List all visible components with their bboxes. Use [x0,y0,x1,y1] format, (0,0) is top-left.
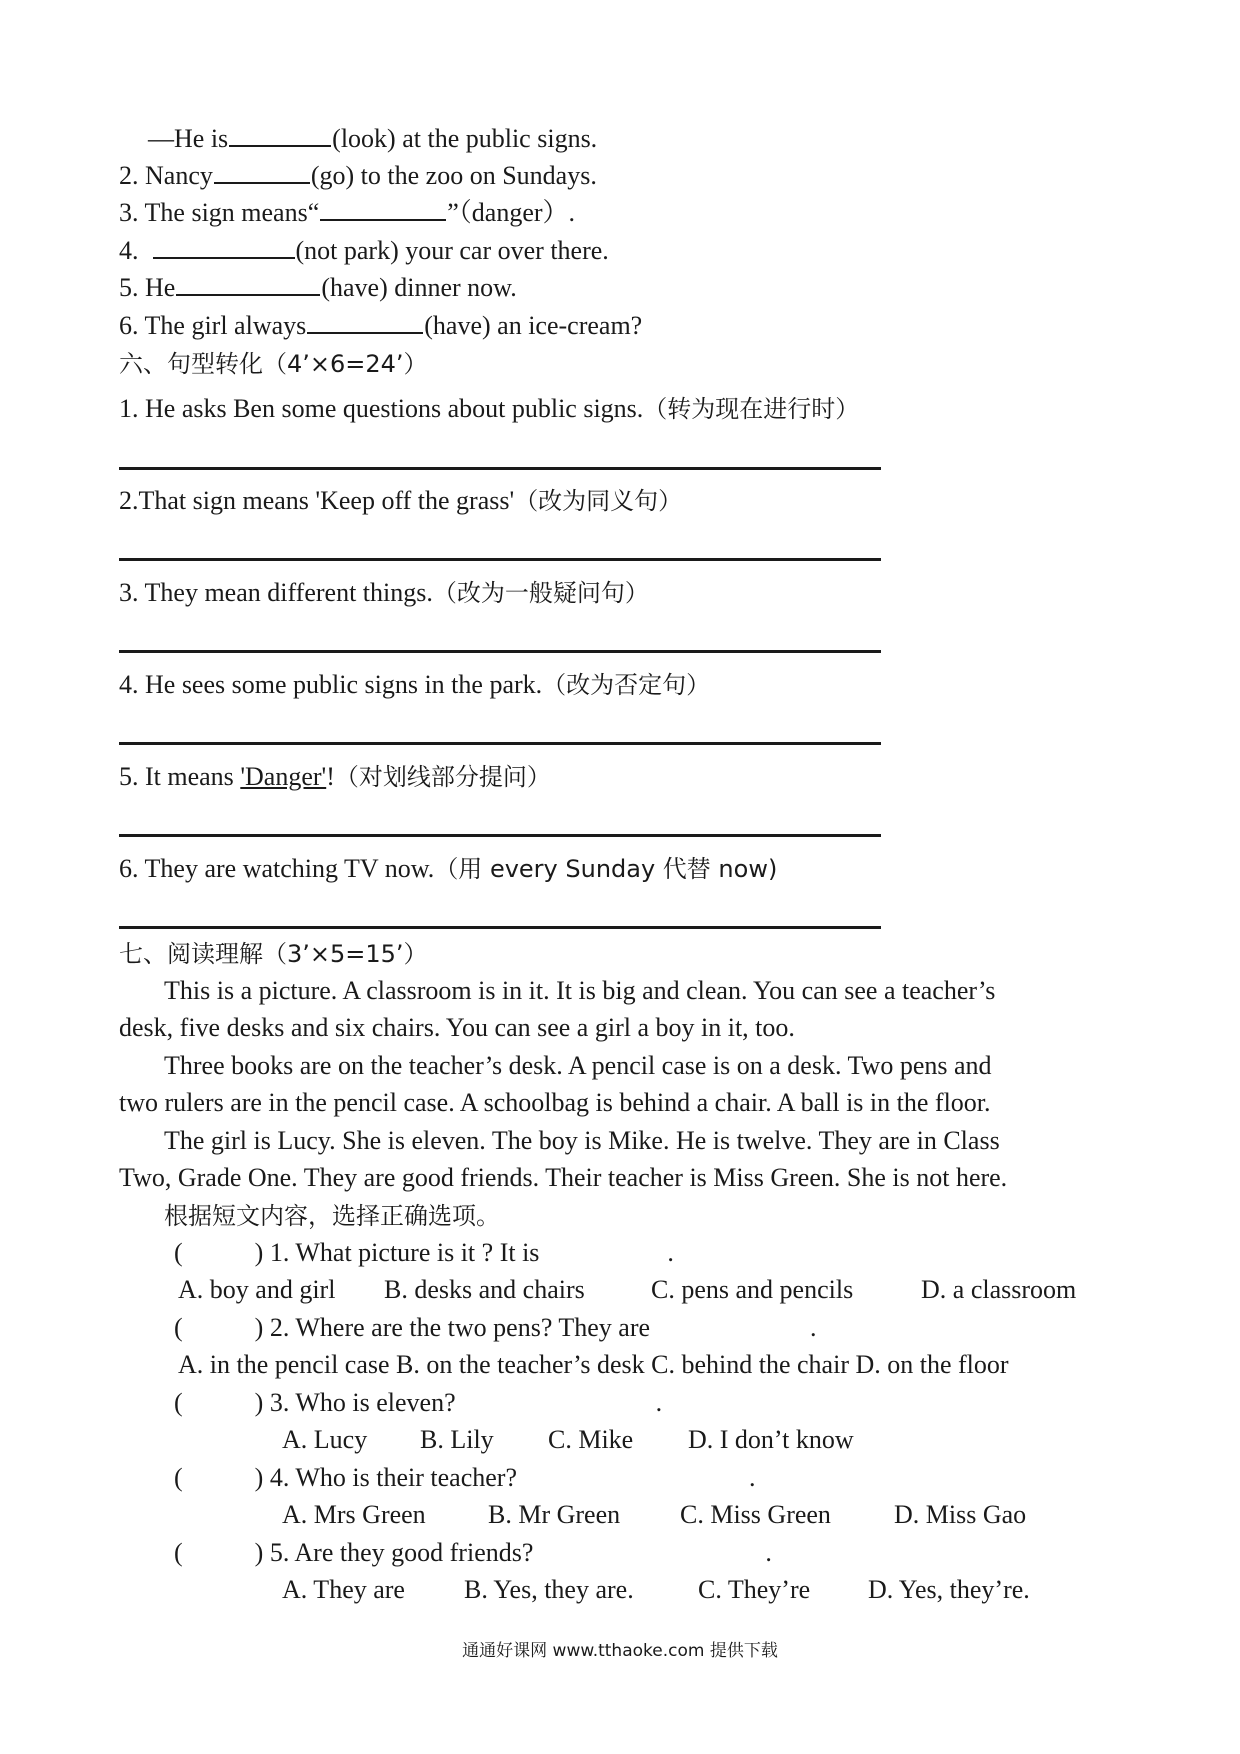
options-row [282,1499,1026,1531]
transform-instruction: （改为否定句） [542,671,711,699]
fill-in-prefix: 5. He [119,273,176,302]
section-7-title: 七、阅读理解（3’×5=15’） [119,940,428,968]
transform-sentence: 1. He asks Ben some questions about public signs. [119,394,644,423]
transform-item [119,853,777,885]
transform-sentence-pre: 5. It means [119,762,241,791]
question-text: 2. Where are the two pens? They are [269,1313,651,1342]
answer-blank[interactable] [214,160,310,184]
passage-line: desk, five desks and six chairs. You can see a girl a boy in it, too. [119,1013,795,1042]
option-b[interactable]: B. desks and chairs [384,1275,585,1304]
question [174,1387,662,1419]
fill-in-suffix: (look) at the public signs. [332,124,598,153]
passage-line: The girl is Lucy. She is eleven. The boy is Mike. He is twelve. They are in Class [164,1126,1000,1155]
fill-in-prefix: —He is [148,124,229,153]
options-row [282,1574,1030,1606]
options-row [178,1274,1076,1306]
answer-paren-open: ( [174,1538,183,1567]
passage-line: two rulers are in the pencil case. A schoolbag is behind a chair. A ball is in the floor. [119,1088,991,1117]
option-d[interactable]: D. Yes, they’re. [868,1575,1030,1604]
transform-instruction: （对划线部分提问） [334,763,551,791]
answer-paren-close: ) [254,1463,264,1492]
answer-slot[interactable] [184,1389,254,1411]
fill-in-suffix: ”（danger）. [447,198,576,227]
question-end: . [765,1538,772,1567]
passage-line: This is a picture. A classroom is in it. It is big and clean. You can see a teacher’s [164,976,996,1005]
question [174,1312,817,1344]
option-c[interactable]: C. Miss Green [680,1500,831,1529]
options-row: A. in the pencil case B. on the teacher’s desk C. behind the chair D. on the floor [178,1350,1009,1379]
answer-line[interactable] [119,742,881,745]
footer-credit: 通通好课网 www.tthaoke.com 提供下载 [462,1641,778,1661]
fill-in-suffix: (go) to the zoo on Sundays. [310,161,597,190]
passage-line: Three books are on the teacher’s desk. A pencil case is on a desk. Two pens and [164,1051,992,1080]
answer-paren-open: ( [174,1388,183,1417]
answer-blank[interactable] [153,235,295,259]
option-c[interactable]: C. They’re [698,1575,811,1604]
fill-in-prefix: 6. The girl always [119,311,307,340]
fill-in-prefix: 3. The sign means“ [119,198,320,227]
answer-blank[interactable] [307,310,423,334]
transform-sentence: 3. They mean different things. [119,578,433,607]
answer-paren-close: ) [254,1388,264,1417]
fill-in-prefix: 2. Nancy [119,161,213,190]
transform-item [119,393,859,425]
section-6-title: 六、句型转化（4’×6=24’） [119,350,428,378]
fill-in-item [119,272,517,304]
fill-in-item [119,160,597,192]
answer-paren-close: ) [254,1538,264,1567]
transform-item [119,761,551,793]
option-a[interactable]: A. Lucy [282,1425,368,1454]
question-end: . [748,1463,756,1492]
answer-paren-close: ) [254,1238,264,1267]
answer-paren-open: ( [174,1238,183,1267]
answer-slot[interactable] [184,1464,254,1486]
answer-blank[interactable] [176,272,320,296]
transform-instruction: （改为同义句） [514,487,683,515]
question-text: 1. What picture is it ? It is [269,1238,540,1267]
transform-sentence-post: ! [326,762,335,791]
question-text: 4. Who is their teacher? [269,1463,517,1492]
option-b[interactable]: B. Lily [420,1425,494,1454]
option-a[interactable]: A. They are [282,1575,405,1604]
question-end: . [667,1238,674,1267]
option-a[interactable]: A. boy and girl [178,1275,336,1304]
option-c[interactable]: C. pens and pencils [651,1275,854,1304]
transform-item [119,577,649,609]
transform-item [119,669,710,701]
answer-slot[interactable] [184,1539,254,1561]
answer-line[interactable] [119,558,881,561]
question-end: . [655,1388,663,1417]
option-d[interactable]: D. a classroom [921,1275,1077,1304]
option-b[interactable]: B. Yes, they are. [464,1575,634,1604]
question-end: . [810,1313,817,1342]
transform-sentence: 2.That sign means 'Keep off the grass' [119,486,515,515]
question [174,1537,772,1569]
transform-instruction: （转为现在进行时） [643,395,860,423]
option-d[interactable]: D. Miss Gao [894,1500,1027,1529]
answer-line[interactable] [119,926,881,929]
fill-in-item [119,235,609,267]
question [174,1237,674,1269]
answer-blank[interactable] [320,197,446,221]
answer-slot[interactable] [184,1239,254,1261]
option-b[interactable]: B. Mr Green [488,1500,621,1529]
answer-paren-open: ( [174,1463,183,1492]
question-text: 5. Are they good friends? [269,1538,534,1567]
fill-in-suffix: (have) dinner now. [321,273,517,302]
transform-instruction: （改为一般疑问句） [432,579,649,607]
fill-in-item [119,197,575,229]
question-text: 3. Who is eleven? [269,1388,456,1417]
answer-line[interactable] [119,467,881,470]
options-row [282,1424,854,1456]
fill-in-item [148,123,597,155]
answer-line[interactable] [119,834,881,837]
option-d[interactable]: D. I don’t know [688,1425,854,1454]
answer-blank[interactable] [229,123,331,147]
passage-line: Two, Grade One. They are good friends. Their teacher is Miss Green. She is not here. [119,1163,1008,1192]
answer-line[interactable] [119,650,881,653]
option-c[interactable]: C. Mike [548,1425,634,1454]
answer-paren-open: ( [174,1313,183,1342]
answer-slot[interactable] [184,1314,254,1336]
transform-item [119,485,682,517]
fill-in-suffix: (have) an ice-cream? [424,311,643,340]
transform-sentence: 4. He sees some public signs in the park. [119,670,543,699]
question [174,1462,755,1494]
reading-instruction: 根据短文内容，选择正确选项。 [164,1202,500,1230]
transform-sentence: 6. They are watching TV now. [119,854,435,883]
option-a[interactable]: A. Mrs Green [282,1500,426,1529]
fill-in-suffix: (not park) your car over there. [295,236,609,265]
answer-paren-close: ) [254,1313,264,1342]
fill-in-item [119,310,642,342]
fill-in-prefix: 4. [119,236,139,265]
underlined-word: 'Danger' [240,762,327,791]
transform-instruction: （用 every Sunday 代替 now) [434,855,778,883]
